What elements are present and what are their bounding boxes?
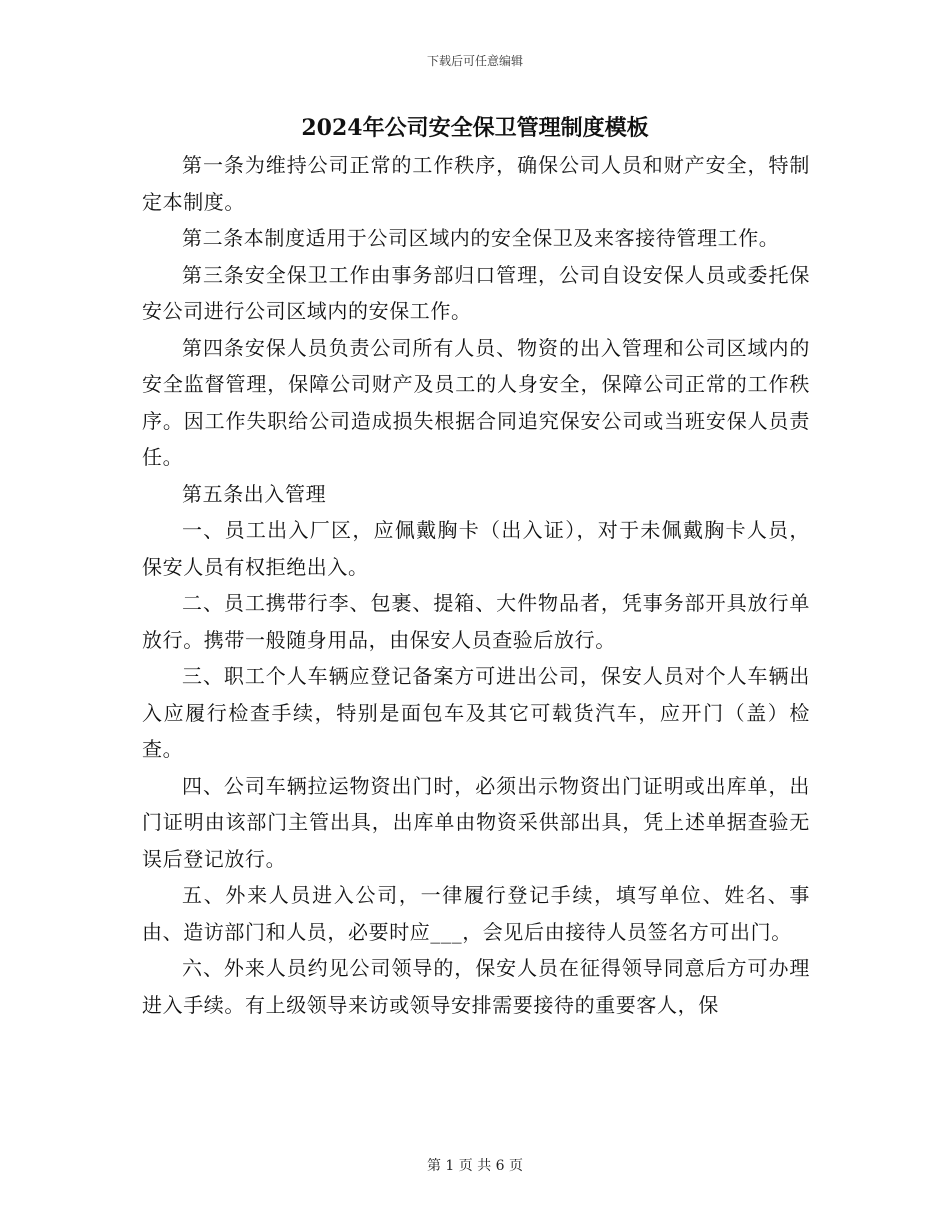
paragraph-article-5-heading: 第五条出入管理 [182, 481, 327, 506]
page-number-footer: 第 1 页 共 6 页 [426, 1158, 524, 1174]
paragraph-article-3: 第三条安全保卫工作由事务部归口管理，公司自设安保人员或委托保安公司进行公司区域内的安保工作。 [142, 262, 810, 323]
paragraph-item-5: 五、外来人员进入公司，一律履行登记手续，填写单位、姓名、事由、造访部门和人员，必要时应___，会见后由接待人员签名方可出门。 [142, 883, 810, 944]
document-title: 2024年公司安全保卫管理制度模板 [301, 115, 649, 141]
paragraph-article-4: 第四条安保人员负责公司所有人员、物资的出入管理和公司区域内的安全监督管理，保障公司财产及员工的人身安全，保障公司正常的工作秩序。因工作失职给公司造成损失根据合同追究保安公司或当班安保人员责任。 [142, 335, 810, 469]
paragraph-article-1: 第一条为维持公司正常的工作秩序，确保公司人员和财产安全，特制定本制度。 [142, 153, 810, 214]
paragraph-item-4: 四、公司车辆拉运物资出门时，必须出示物资出门证明或出库单，出门证明由该部门主管出具，出库单由物资采供部出具，凭上述单据查验无误后登记放行。 [142, 773, 810, 871]
paragraph-article-2: 第二条本制度适用于公司区域内的安全保卫及来客接待管理工作。 [182, 226, 780, 250]
paragraph-item-1: 一、员工出入厂区，应佩戴胸卡（出入证），对于未佩戴胸卡人员，保安人员有权拒绝出入。 [142, 518, 810, 579]
header-note: 下载后可任意编辑 [426, 54, 523, 68]
paragraph-item-3: 三、职工个人车辆应登记备案方可进出公司，保安人员对个人车辆出入应履行检查手续，特别是面包车及其它可载货汽车，应开门（盖）检查。 [142, 664, 810, 761]
paragraph-item-6: 六、外来人员约见公司领导的，保安人员在征得领导同意后方可办理进入手续。有上级领导来访或领导安排需要接待的重要客人，保 [142, 956, 810, 1017]
document-body [142, 147, 810, 1023]
paragraph-item-2: 二、员工携带行李、包裹、提箱、大件物品者，凭事务部开具放行单放行。携带一般随身用品，由保安人员查验后放行。 [142, 591, 810, 652]
